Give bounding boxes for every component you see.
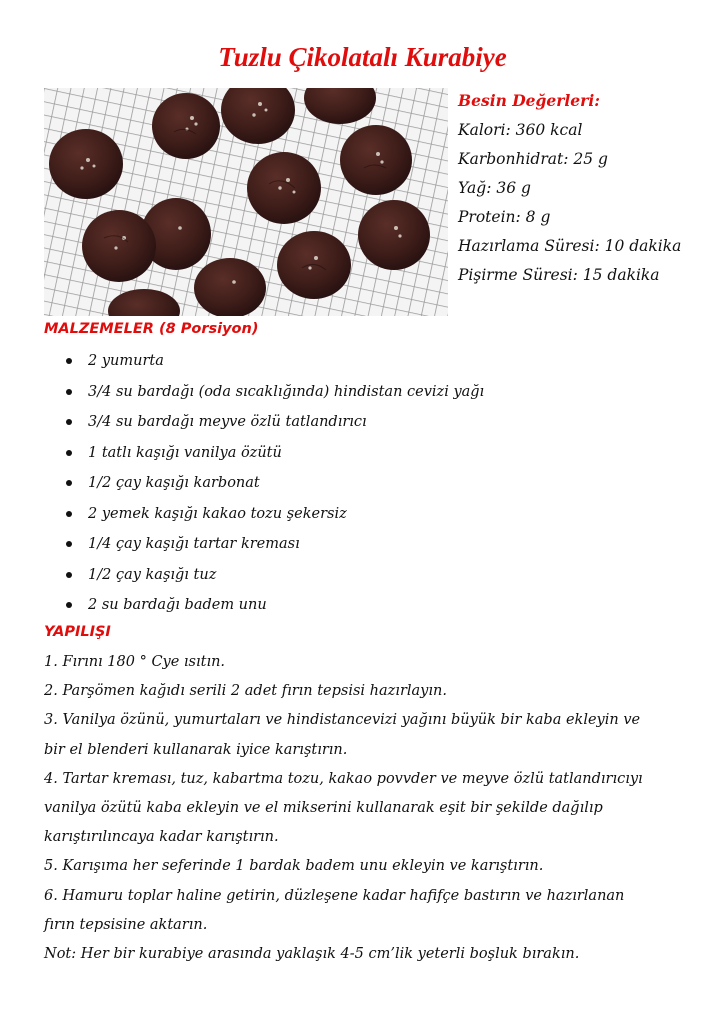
list-item bbox=[44, 560, 484, 591]
list-item bbox=[44, 346, 484, 377]
ingredient-text: 3/4 su bardağı (oda sıcaklığında) hindistan cevizi yağı bbox=[88, 383, 485, 400]
ingredient-text: 1/4 çay kaşığı tartar kreması bbox=[88, 536, 300, 552]
step-line: vanilya özütü kaba ekleyin ve el mikserini kullanarak eşit bir şekilde dağılıp bbox=[44, 799, 603, 816]
bullet-icon bbox=[66, 572, 72, 578]
bullet-icon bbox=[66, 602, 72, 608]
bullet-icon bbox=[66, 480, 72, 486]
list-item bbox=[44, 499, 484, 530]
step-line: 1. Fırını 180 ° Cye ısıtın. bbox=[44, 654, 226, 670]
nutrition-line: Kalori: 360 kcal bbox=[458, 121, 583, 139]
preparation-heading: YAPILIŞI bbox=[44, 624, 111, 640]
preparation-steps bbox=[44, 648, 694, 969]
nutrition-line: Yağ: 36 g bbox=[458, 179, 531, 197]
nutrition-line: Karbonhidrat: 25 g bbox=[458, 150, 608, 168]
ingredient-text: 1/2 çay kaşığı tuz bbox=[88, 566, 217, 583]
nutrition-line: Hazırlama Süresi: 10 dakika bbox=[458, 237, 682, 255]
cookies-photo bbox=[44, 88, 448, 316]
ingredient-text: 1 tatlı kaşığı vanilya özütü bbox=[88, 444, 282, 461]
list-item bbox=[44, 529, 484, 560]
bullet-icon bbox=[66, 511, 72, 517]
ingredient-text: 2 yemek kaşığı kakao tozu şekersiz bbox=[88, 505, 347, 522]
step-line: fırın tepsisine aktarın. bbox=[44, 916, 208, 933]
ingredients-list bbox=[44, 346, 484, 621]
ingredient-text: 2 su bardağı badem unu bbox=[88, 597, 267, 613]
bullet-icon bbox=[66, 450, 72, 456]
step-line: Not: Her bir kurabiye arasında yaklaşık 4-5 cm’lik yeterli boşluk bırakın. bbox=[44, 945, 580, 962]
step-line: 4. Tartar kreması, tuz, kabartma tozu, kakao povvder ve meyve özlü tatlandırıcıyı bbox=[44, 770, 643, 787]
ingredients-heading: MALZEMELER (8 Porsiyon) bbox=[44, 321, 259, 337]
nutrition-heading: Besin Değerleri: bbox=[458, 91, 600, 110]
list-item bbox=[44, 407, 484, 438]
nutrition-line: Protein: 8 g bbox=[458, 208, 551, 226]
bullet-icon bbox=[66, 419, 72, 425]
nutrition-line: Pişirme Süresi: 15 dakika bbox=[458, 266, 660, 284]
bullet-icon bbox=[66, 389, 72, 395]
step-line: 5. Karışıma her seferinde 1 bardak badem unu ekleyin ve karıştırın. bbox=[44, 858, 544, 875]
step-line: karıştırılıncaya kadar karıştırın. bbox=[44, 829, 279, 846]
list-item bbox=[44, 468, 484, 499]
list-item bbox=[44, 590, 484, 621]
step-line: bir el blenderi kullanarak iyice karıştırın. bbox=[44, 741, 348, 758]
bullet-icon bbox=[66, 541, 72, 547]
step-line: 3. Vanilya özünü, yumurtaları ve hindistancevizi yağını büyük bir kaba ekleyin ve bbox=[44, 712, 641, 729]
ingredient-text: 2 yumurta bbox=[88, 353, 164, 369]
ingredient-text: 3/4 su bardağı meyve özlü tatlandırıcı bbox=[88, 414, 367, 430]
step-line: 2. Parşömen kağıdı serili 2 adet fırın tepsisi hazırlayın. bbox=[44, 683, 447, 700]
ingredient-text: 1/2 çay kaşığı karbonat bbox=[88, 475, 260, 491]
list-item bbox=[44, 438, 484, 469]
list-item bbox=[44, 377, 484, 408]
nutrition-panel bbox=[458, 88, 718, 291]
bullet-icon bbox=[66, 358, 72, 364]
step-line: 6. Hamuru toplar haline getirin, düzleşene kadar hafifçe bastırın ve hazırlanan bbox=[44, 887, 625, 904]
recipe-title: Tuzlu Çikolatalı Kurabiye bbox=[218, 42, 507, 72]
